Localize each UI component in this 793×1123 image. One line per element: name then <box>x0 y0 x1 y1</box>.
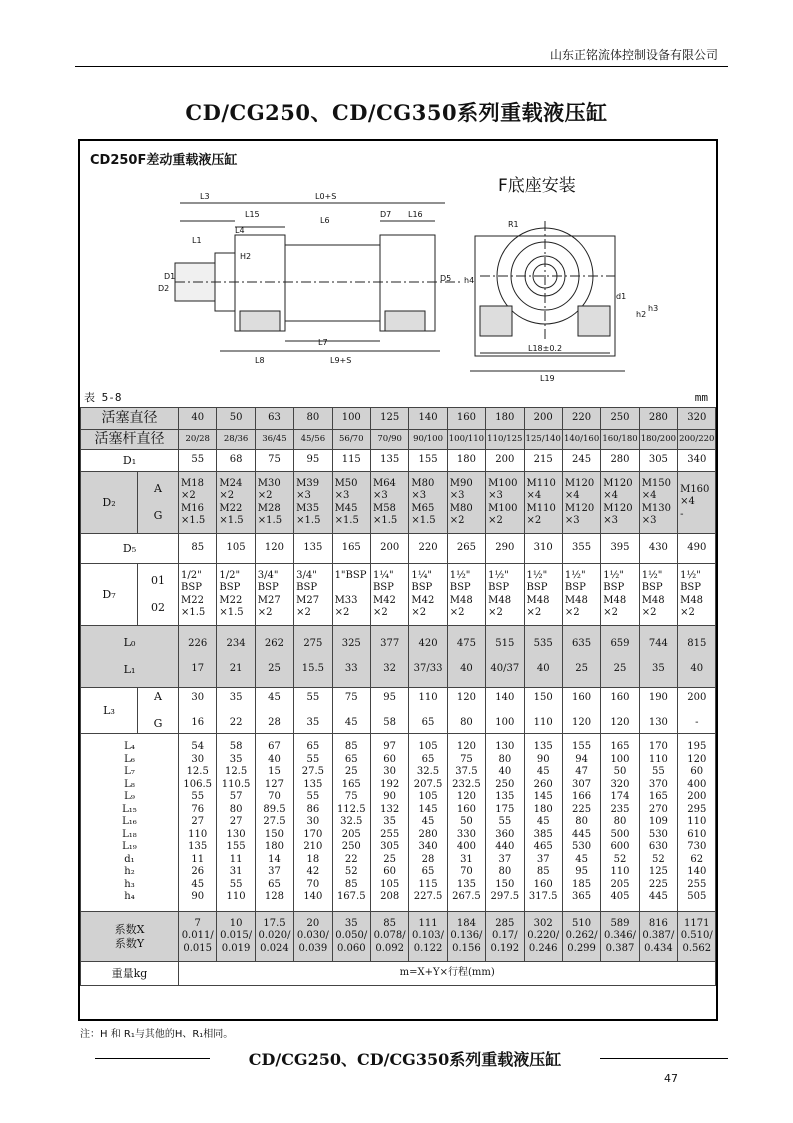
page-title: CD/CG250、CD/CG350系列重载液压缸 <box>185 100 608 125</box>
table-cell: 160 120 <box>601 688 639 734</box>
table-cell: 515 40/37 <box>486 626 524 688</box>
dim-label: L7 <box>318 338 328 347</box>
table-cell: M160 ×4 - <box>678 472 716 534</box>
table-cell: 377 32 <box>370 626 408 688</box>
table-cell: 90/100 <box>409 430 447 450</box>
table-cell: 510 0.262/ 0.299 <box>562 912 600 962</box>
table-cell: M120 ×4 M120 ×3 <box>562 472 600 534</box>
dim-label: h2 <box>636 310 647 319</box>
table-cell: 140 100 <box>486 688 524 734</box>
row-sublabel <box>138 564 179 626</box>
table-cell: M120 ×4 M120 ×3 <box>601 472 639 534</box>
table-cell: 280 <box>601 450 639 472</box>
dim-label: L19 <box>540 374 555 383</box>
table-cell: 165 100 50 320 174 235 80 500 600 52 110 205 405 <box>601 734 639 912</box>
table-cell: 65 55 27.5 135 55 86 30 170 210 18 42 70 140 <box>294 734 332 912</box>
table-cell: 50 <box>217 408 255 430</box>
table-cell: 420 37/33 <box>409 626 447 688</box>
table-cell: 100 <box>332 408 370 430</box>
table-cell: 85 0.078/ 0.092 <box>370 912 408 962</box>
table-cell: 40 <box>179 408 217 430</box>
dim-label: L4 <box>235 226 245 235</box>
table-cell: M18 ×2 M16 ×1.5 <box>179 472 217 534</box>
table-cell: 58 35 12.5 110.5 57 80 27 130 155 11 31 55 110 <box>217 734 255 912</box>
row-sublabel <box>138 688 179 734</box>
row-sublabel-part: G <box>153 509 163 523</box>
table-cell: 85 <box>179 534 217 564</box>
table-cell: 17.5 0.020/ 0.024 <box>255 912 293 962</box>
table-cell: 95 <box>294 450 332 472</box>
header-rule <box>75 66 728 67</box>
table-cell: M90 ×3 M80 ×2 <box>447 472 485 534</box>
table-cell: 1½" BSP M48 ×2 <box>524 564 562 626</box>
spec-row <box>81 450 716 472</box>
row-sublabel-part: G <box>153 717 163 731</box>
dim-label: L3 <box>200 192 210 201</box>
dim-label: L1 <box>192 236 202 245</box>
table-cell: 659 25 <box>601 626 639 688</box>
table-cell: 589 0.346/ 0.387 <box>601 912 639 962</box>
table-cell: 1½" BSP M48 ×2 <box>639 564 677 626</box>
table-cell: 1¼" BSP M42 ×2 <box>409 564 447 626</box>
table-cell: 155 94 47 307 166 225 80 445 530 45 95 185 365 <box>562 734 600 912</box>
table-cell: 140 <box>409 408 447 430</box>
table-cell: 120 80 <box>447 688 485 734</box>
table-cell: 105 <box>217 534 255 564</box>
company-name: 山东正铭流体控制设备有限公司 <box>549 48 718 62</box>
row-label: 活塞直径 <box>81 408 179 430</box>
table-cell: 744 35 <box>639 626 677 688</box>
dim-label: L15 <box>245 210 260 219</box>
table-cell: 35 22 <box>217 688 255 734</box>
table-cell: 130 80 40 250 135 175 55 360 440 37 80 150 297.5 <box>486 734 524 912</box>
table-cell: 1/2" BSP M22 ×1.5 <box>179 564 217 626</box>
row-label: 活塞杆直径 <box>81 430 179 450</box>
table-cell: 97 60 30 192 90 132 35 255 305 25 60 105 208 <box>370 734 408 912</box>
table-cell: 160 120 <box>562 688 600 734</box>
table-cell: 111 0.103/ 0.122 <box>409 912 447 962</box>
table-cell: 430 <box>639 534 677 564</box>
dim-label: L8 <box>255 356 265 365</box>
table-cell: M30 ×2 M28 ×1.5 <box>255 472 293 534</box>
table-cell: 55 <box>179 450 217 472</box>
table-cell: 95 58 <box>370 688 408 734</box>
table-cell: 1½" BSP M48 ×2 <box>447 564 485 626</box>
table-cell: M80 ×3 M65 ×1.5 <box>409 472 447 534</box>
table-cell: 165 <box>332 534 370 564</box>
table-cell: 125/140 <box>524 430 562 450</box>
table-cell: 305 <box>639 450 677 472</box>
dim-label: L16 <box>408 210 423 219</box>
table-cell: 220 <box>409 534 447 564</box>
table-cell: 200/220 <box>678 430 716 450</box>
table-cell: 262 25 <box>255 626 293 688</box>
table-cell: 310 <box>524 534 562 564</box>
table-cell: 75 <box>255 450 293 472</box>
dim-label: L0+S <box>315 192 337 201</box>
table-cell: 68 <box>217 450 255 472</box>
table-cell: 3/4" BSP M27 ×2 <box>294 564 332 626</box>
table-cell: 265 <box>447 534 485 564</box>
table-cell: 635 25 <box>562 626 600 688</box>
table-number: 表 5-8 <box>84 391 122 404</box>
table-cell: 1"BSP M33 ×2 <box>332 564 370 626</box>
table-cell: 195 120 60 400 200 295 110 610 730 62 140 255 505 <box>678 734 716 912</box>
table-cell: M64 ×3 M58 ×1.5 <box>370 472 408 534</box>
table-cell: 140/160 <box>562 430 600 450</box>
table-cell: 35 0.050/ 0.060 <box>332 912 370 962</box>
table-cell: 170 110 55 370 165 270 109 530 630 52 125 225 445 <box>639 734 677 912</box>
table-cell: 56/70 <box>332 430 370 450</box>
dim-label: D5 <box>440 274 452 283</box>
row-label: D₁ <box>81 450 179 472</box>
row-label: L₄ L₆ L₇ L₈ L₉ L₁₅ L₁₆ L₁₈ L₁₉ d₁ h₂ h₃ h₄ <box>81 734 179 912</box>
dim-label: H2 <box>240 252 252 261</box>
table-cell: 160/180 <box>601 430 639 450</box>
table-cell: 110/125 <box>486 430 524 450</box>
table-cell: 1171 0.510/ 0.562 <box>678 912 716 962</box>
page-number: 47 <box>664 1072 678 1085</box>
table-cell: 135 90 45 260 145 180 45 385 465 37 85 160 317.5 <box>524 734 562 912</box>
footer-title: CD/CG250、CD/CG350系列重载液压缸 <box>248 1050 562 1069</box>
row-label: D₂ <box>81 472 138 534</box>
table-cell: 200 <box>486 450 524 472</box>
table-cell: 290 <box>486 534 524 564</box>
row-label-part: L₁ <box>123 663 136 677</box>
spec-row <box>81 564 716 626</box>
row-sublabel-part: 01 <box>151 573 165 587</box>
table-cell: 1½" BSP M48 ×2 <box>486 564 524 626</box>
dim-label: h4 <box>464 276 475 285</box>
table-cell: M50 ×3 M45 ×1.5 <box>332 472 370 534</box>
spec-row <box>81 962 716 986</box>
dim-label: D1 <box>164 272 176 281</box>
table-cell: 226 17 <box>179 626 217 688</box>
spec-row <box>81 408 716 430</box>
table-cell: 190 130 <box>639 688 677 734</box>
table-cell: 815 40 <box>678 626 716 688</box>
table-cell: 135 <box>370 450 408 472</box>
table-cell: M39 ×3 M35 ×1.5 <box>294 472 332 534</box>
table-cell: 3/4" BSP M27 ×2 <box>255 564 293 626</box>
row-sublabel <box>138 472 179 534</box>
cylinder-drawing <box>80 141 716 391</box>
row-label: D₇ <box>81 564 138 626</box>
table-cell: 184 0.136/ 0.156 <box>447 912 485 962</box>
table-cell: 475 40 <box>447 626 485 688</box>
table-cell: 355 <box>562 534 600 564</box>
table-cell: M24 ×2 M22 ×1.5 <box>217 472 255 534</box>
table-cell: 325 33 <box>332 626 370 688</box>
spec-row <box>81 534 716 564</box>
table-cell: 110 65 <box>409 688 447 734</box>
dim-label: L18±0.2 <box>528 344 563 353</box>
table-cell: 320 <box>678 408 716 430</box>
table-cell: 7 0.011/ 0.015 <box>179 912 217 962</box>
dim-label: D7 <box>380 210 392 219</box>
section-subtitle: CD250F差动重载液压缸 <box>90 153 238 168</box>
table-cell: 302 0.220/ 0.246 <box>524 912 562 962</box>
table-cell: 280 <box>639 408 677 430</box>
table-cell: 45/56 <box>294 430 332 450</box>
table-cell: 250 <box>601 408 639 430</box>
table-cell: M100 ×3 M100 ×2 <box>486 472 524 534</box>
row-label-part: L₀ <box>123 635 136 649</box>
row-sublabel-part: A <box>154 481 162 495</box>
dim-label: L9+S <box>330 356 352 365</box>
spec-table <box>80 407 716 986</box>
table-cell: 155 <box>409 450 447 472</box>
table-cell: 395 <box>601 534 639 564</box>
table-cell: 67 40 15 127 70 89.5 27.5 150 180 14 37 65 128 <box>255 734 293 912</box>
footer-rule-left <box>95 1058 210 1059</box>
footer-rule-right <box>600 1058 728 1059</box>
table-cell: 70/90 <box>370 430 408 450</box>
table-cell: 215 <box>524 450 562 472</box>
table-cell: 340 <box>678 450 716 472</box>
table-cell: 45 28 <box>255 688 293 734</box>
spec-frame <box>78 139 718 1021</box>
table-cell: 135 <box>294 534 332 564</box>
row-label: 系数X 系数Y <box>81 912 179 962</box>
spec-row <box>81 688 716 734</box>
table-cell: 36/45 <box>255 430 293 450</box>
table-cell: 180/200 <box>639 430 677 450</box>
table-cell: 115 <box>332 450 370 472</box>
table-cell: 30 16 <box>179 688 217 734</box>
table-cell: 55 35 <box>294 688 332 734</box>
table-cell: 75 45 <box>332 688 370 734</box>
dim-label: L6 <box>320 216 330 225</box>
table-cell: 200 <box>370 534 408 564</box>
table-cell: 285 0.17/ 0.192 <box>486 912 524 962</box>
table-cell: M110 ×4 M110 ×2 <box>524 472 562 534</box>
table-cell: 10 0.015/ 0.019 <box>217 912 255 962</box>
spec-row <box>81 626 716 688</box>
table-cell: 120 75 37.5 232.5 120 160 50 330 400 31 70 135 267.5 <box>447 734 485 912</box>
table-cell: 1¼" BSP M42 ×2 <box>370 564 408 626</box>
table-cell: 180 <box>486 408 524 430</box>
table-cell: 535 40 <box>524 626 562 688</box>
table-cell: 100/110 <box>447 430 485 450</box>
dim-label: D2 <box>158 284 170 293</box>
table-cell: 20/28 <box>179 430 217 450</box>
table-cell: 120 <box>255 534 293 564</box>
table-cell: 1½" BSP M48 ×2 <box>562 564 600 626</box>
table-cell: 200 <box>524 408 562 430</box>
table-cell: 180 <box>447 450 485 472</box>
row-label: L₃ <box>81 688 138 734</box>
spec-row <box>81 472 716 534</box>
row-label <box>81 626 179 688</box>
table-cell: 275 15.5 <box>294 626 332 688</box>
dim-label: d1 <box>616 292 627 301</box>
table-cell: 150 110 <box>524 688 562 734</box>
table-cell: 1½" BSP M48 ×2 <box>678 564 716 626</box>
spec-row <box>81 912 716 962</box>
table-cell: 80 <box>294 408 332 430</box>
table-cell: 20 0.030/ 0.039 <box>294 912 332 962</box>
table-cell: 816 0.387/ 0.434 <box>639 912 677 962</box>
row-sublabel-part: 02 <box>151 601 165 615</box>
spec-row <box>81 430 716 450</box>
dim-label: R1 <box>508 220 519 229</box>
spec-row <box>81 734 716 912</box>
table-cell: 105 65 32.5 207.5 105 145 45 280 340 28 65 115 227.5 <box>409 734 447 912</box>
table-cell: 234 21 <box>217 626 255 688</box>
table-cell: 63 <box>255 408 293 430</box>
table-cell: 200 - <box>678 688 716 734</box>
table-cell: 1/2" BSP M22 ×1.5 <box>217 564 255 626</box>
row-label: D₅ <box>81 534 179 564</box>
table-cell: 28/36 <box>217 430 255 450</box>
mount-type-label: F底座安装 <box>498 176 576 196</box>
table-cell: 490 <box>678 534 716 564</box>
table-cell: 245 <box>562 450 600 472</box>
table-cell: 125 <box>370 408 408 430</box>
weight-formula: m=X+Y×行程(mm) <box>179 962 716 986</box>
dim-label: h3 <box>648 304 659 313</box>
table-cell: 85 65 25 165 75 112.5 32.5 205 250 22 52 85 167.5 <box>332 734 370 912</box>
row-sublabel-part: A <box>154 689 162 703</box>
table-cell: 220 <box>562 408 600 430</box>
row-label: 重量kg <box>81 962 179 986</box>
table-cell: 1½" BSP M48 ×2 <box>601 564 639 626</box>
unit-label: mm <box>694 391 708 404</box>
footnote: 注：H 和 R₁与其他的H、R₁相同。 <box>80 1029 234 1040</box>
table-cell: 160 <box>447 408 485 430</box>
table-cell: M150 ×4 M130 ×3 <box>639 472 677 534</box>
table-cell: 54 30 12.5 106.5 55 76 27 110 135 11 26 45 90 <box>179 734 217 912</box>
